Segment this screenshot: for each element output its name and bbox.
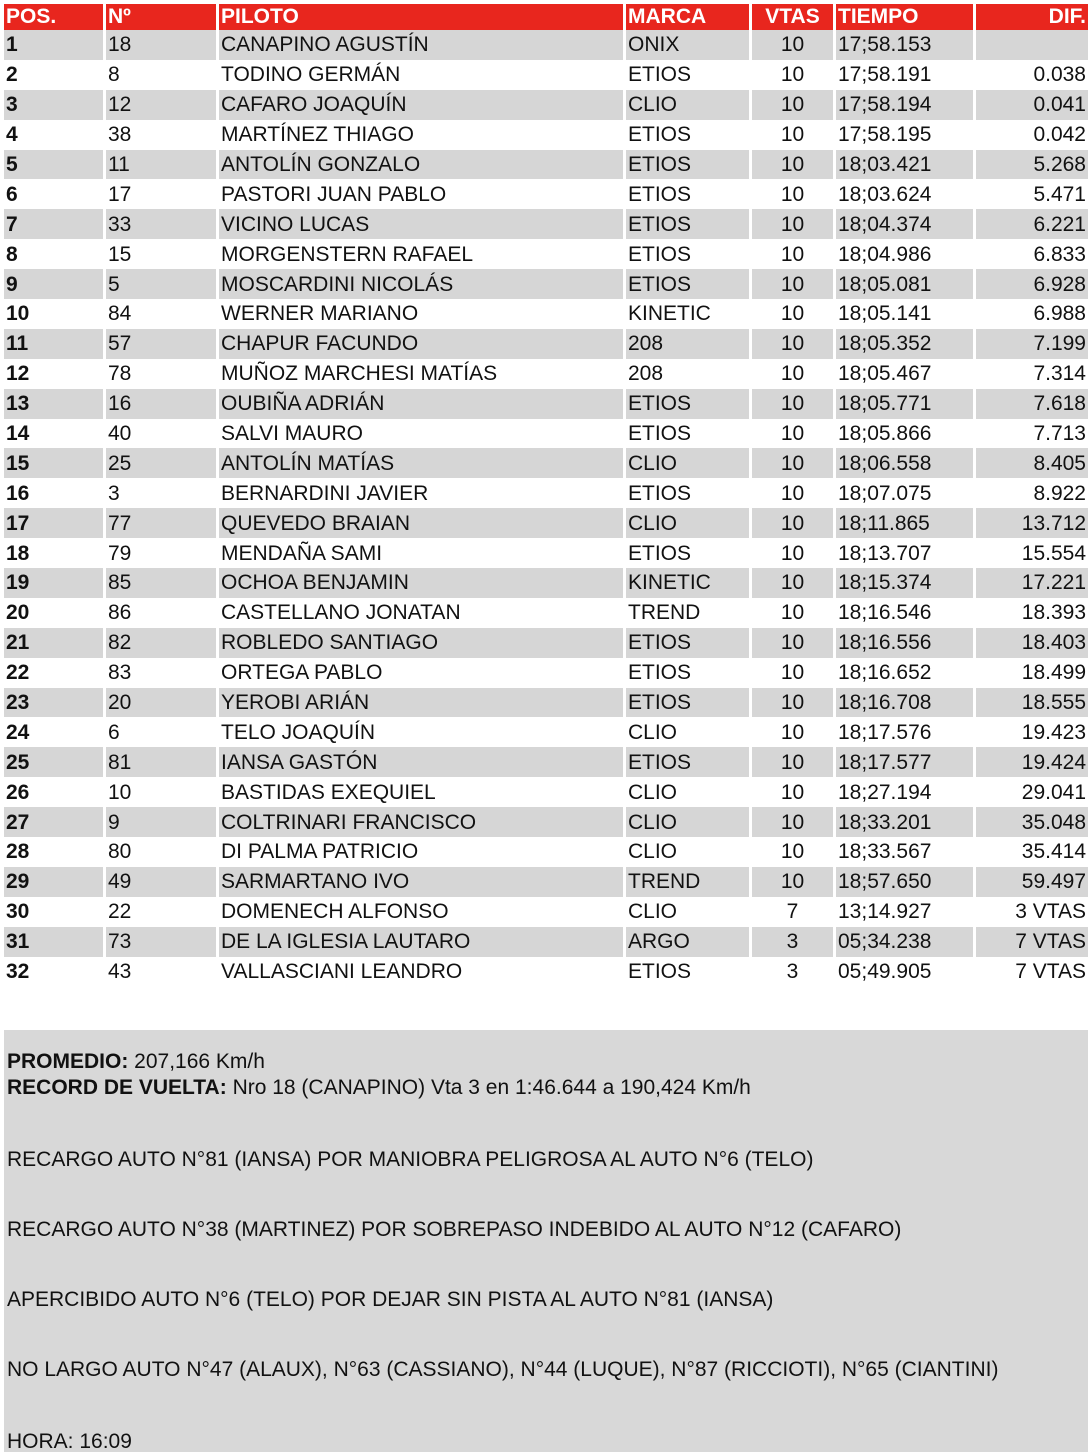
cell-tiempo: 05;49.905 xyxy=(836,957,976,987)
cell-vtas: 10 xyxy=(752,30,836,60)
cell-dif: 19.423 xyxy=(976,717,1088,747)
table-row xyxy=(4,239,1088,269)
cell-marca: ETIOS xyxy=(626,239,752,269)
cell-marca: 208 xyxy=(626,329,752,359)
cell-vtas: 10 xyxy=(752,150,836,180)
cell-vtas: 10 xyxy=(752,658,836,688)
cell-tiempo: 17;58.153 xyxy=(836,30,976,60)
cell-piloto: PASTORI JUAN PABLO xyxy=(219,179,626,209)
cell-pos: 2 xyxy=(4,60,106,90)
cell-tiempo: 18;33.567 xyxy=(836,837,976,867)
promedio-line xyxy=(7,1050,265,1074)
table-row xyxy=(4,777,1088,807)
cell-vtas: 10 xyxy=(752,837,836,867)
header-piloto: PILOTO xyxy=(219,4,626,30)
cell-marca: CLIO xyxy=(626,90,752,120)
cell-num: 43 xyxy=(106,957,219,987)
cell-pos: 30 xyxy=(4,897,106,927)
no-largo-note: NO LARGO AUTO N°47 (ALAUX), N°63 (CASSIANO), N°44 (LUQUE), N°87 (RICCIOTI), N°65 (CIANTINI) xyxy=(7,1358,999,1381)
cell-dif: 7.713 xyxy=(976,419,1088,449)
cell-pos: 16 xyxy=(4,478,106,508)
cell-pos: 31 xyxy=(4,927,106,957)
cell-dif: 18.393 xyxy=(976,598,1088,628)
cell-tiempo: 18;16.556 xyxy=(836,628,976,658)
cell-pos: 29 xyxy=(4,867,106,897)
cell-num: 11 xyxy=(106,150,219,180)
cell-num: 15 xyxy=(106,239,219,269)
cell-dif: 8.405 xyxy=(976,448,1088,478)
record-value: Nro 18 (CANAPINO) Vta 3 en 1:46.644 a 190,424 Km/h xyxy=(226,1076,751,1099)
cell-marca: CLIO xyxy=(626,897,752,927)
cell-marca: ETIOS xyxy=(626,957,752,987)
cell-pos: 18 xyxy=(4,538,106,568)
cell-piloto: YEROBI ARIÁN xyxy=(219,688,626,718)
table-row xyxy=(4,508,1088,538)
header-vtas: VTAS xyxy=(752,4,836,30)
cell-piloto: VALLASCIANI LEANDRO xyxy=(219,957,626,987)
cell-num: 12 xyxy=(106,90,219,120)
cell-tiempo: 17;58.195 xyxy=(836,120,976,150)
table-row xyxy=(4,807,1088,837)
table-row xyxy=(4,897,1088,927)
header-tiempo: TIEMPO xyxy=(836,4,976,30)
cell-marca: ETIOS xyxy=(626,747,752,777)
cell-dif: 59.497 xyxy=(976,867,1088,897)
table-row xyxy=(4,419,1088,449)
cell-marca: ETIOS xyxy=(626,120,752,150)
cell-vtas: 10 xyxy=(752,448,836,478)
cell-marca: ONIX xyxy=(626,30,752,60)
cell-piloto: OUBIÑA ADRIÁN xyxy=(219,389,626,419)
table-row xyxy=(4,60,1088,90)
table-row xyxy=(4,658,1088,688)
cell-dif: 7.618 xyxy=(976,389,1088,419)
cell-pos: 10 xyxy=(4,299,106,329)
cell-num: 77 xyxy=(106,508,219,538)
cell-vtas: 10 xyxy=(752,419,836,449)
table-row xyxy=(4,927,1088,957)
cell-piloto: CASTELLANO JONATAN xyxy=(219,598,626,628)
table-row xyxy=(4,209,1088,239)
table-row xyxy=(4,269,1088,299)
cell-vtas: 10 xyxy=(752,90,836,120)
cell-tiempo: 18;16.546 xyxy=(836,598,976,628)
cell-marca: CLIO xyxy=(626,807,752,837)
cell-tiempo: 13;14.927 xyxy=(836,897,976,927)
cell-marca: ETIOS xyxy=(626,269,752,299)
cell-pos: 12 xyxy=(4,359,106,389)
results-table xyxy=(4,4,1088,987)
cell-marca: ETIOS xyxy=(626,688,752,718)
cell-num: 86 xyxy=(106,598,219,628)
table-row xyxy=(4,478,1088,508)
cell-pos: 24 xyxy=(4,717,106,747)
cell-dif: 13.712 xyxy=(976,508,1088,538)
cell-tiempo: 18;07.075 xyxy=(836,478,976,508)
table-row xyxy=(4,688,1088,718)
cell-num: 6 xyxy=(106,717,219,747)
cell-piloto: SARMARTANO IVO xyxy=(219,867,626,897)
cell-vtas: 10 xyxy=(752,688,836,718)
cell-vtas: 10 xyxy=(752,209,836,239)
table-row xyxy=(4,747,1088,777)
cell-tiempo: 18;05.771 xyxy=(836,389,976,419)
cell-tiempo: 17;58.191 xyxy=(836,60,976,90)
table-row xyxy=(4,867,1088,897)
cell-dif: 0.038 xyxy=(976,60,1088,90)
cell-dif: 6.833 xyxy=(976,239,1088,269)
table-row xyxy=(4,179,1088,209)
cell-pos: 6 xyxy=(4,179,106,209)
cell-vtas: 10 xyxy=(752,389,836,419)
cell-dif: 6.221 xyxy=(976,209,1088,239)
cell-pos: 9 xyxy=(4,269,106,299)
cell-vtas: 10 xyxy=(752,120,836,150)
cell-vtas: 7 xyxy=(752,897,836,927)
cell-dif xyxy=(976,30,1088,60)
cell-vtas: 10 xyxy=(752,299,836,329)
cell-marca: CLIO xyxy=(626,717,752,747)
cell-marca: ETIOS xyxy=(626,628,752,658)
cell-piloto: TELO JOAQUÍN xyxy=(219,717,626,747)
cell-piloto: ROBLEDO SANTIAGO xyxy=(219,628,626,658)
cell-pos: 22 xyxy=(4,658,106,688)
cell-pos: 4 xyxy=(4,120,106,150)
cell-piloto: CAFARO JOAQUÍN xyxy=(219,90,626,120)
cell-vtas: 10 xyxy=(752,179,836,209)
header-marca: MARCA xyxy=(626,4,752,30)
cell-piloto: MUÑOZ MARCHESI MATÍAS xyxy=(219,359,626,389)
cell-tiempo: 18;05.866 xyxy=(836,419,976,449)
cell-vtas: 10 xyxy=(752,598,836,628)
cell-pos: 23 xyxy=(4,688,106,718)
cell-num: 57 xyxy=(106,329,219,359)
cell-dif: 7 VTAS xyxy=(976,927,1088,957)
cell-pos: 19 xyxy=(4,568,106,598)
cell-piloto: MOSCARDINI NICOLÁS xyxy=(219,269,626,299)
table-row xyxy=(4,120,1088,150)
cell-pos: 3 xyxy=(4,90,106,120)
cell-tiempo: 18;03.421 xyxy=(836,150,976,180)
cell-piloto: MENDAÑA SAMI xyxy=(219,538,626,568)
cell-num: 9 xyxy=(106,807,219,837)
cell-marca: CLIO xyxy=(626,448,752,478)
cell-piloto: ANTOLÍN GONZALO xyxy=(219,150,626,180)
cell-dif: 5.471 xyxy=(976,179,1088,209)
cell-dif: 29.041 xyxy=(976,777,1088,807)
cell-tiempo: 18;03.624 xyxy=(836,179,976,209)
table-row xyxy=(4,538,1088,568)
cell-pos: 14 xyxy=(4,419,106,449)
cell-num: 78 xyxy=(106,359,219,389)
cell-piloto: OCHOA BENJAMIN xyxy=(219,568,626,598)
cell-num: 73 xyxy=(106,927,219,957)
cell-dif: 6.988 xyxy=(976,299,1088,329)
cell-dif: 8.922 xyxy=(976,478,1088,508)
cell-vtas: 3 xyxy=(752,927,836,957)
cell-vtas: 10 xyxy=(752,807,836,837)
header-dif: DIF. xyxy=(976,4,1088,30)
cell-vtas: 10 xyxy=(752,239,836,269)
table-row xyxy=(4,598,1088,628)
cell-num: 85 xyxy=(106,568,219,598)
cell-vtas: 10 xyxy=(752,478,836,508)
cell-dif: 18.499 xyxy=(976,658,1088,688)
cell-num: 18 xyxy=(106,30,219,60)
cell-dif: 0.041 xyxy=(976,90,1088,120)
cell-num: 38 xyxy=(106,120,219,150)
table-row xyxy=(4,628,1088,658)
cell-pos: 26 xyxy=(4,777,106,807)
cell-piloto: CHAPUR FACUNDO xyxy=(219,329,626,359)
results-header xyxy=(4,4,1088,30)
recargo-note-2: RECARGO AUTO N°38 (MARTINEZ) POR SOBREPASO INDEBIDO AL AUTO N°12 (CAFARO) xyxy=(7,1218,902,1241)
cell-tiempo: 18;33.201 xyxy=(836,807,976,837)
cell-piloto: IANSA GASTÓN xyxy=(219,747,626,777)
header-num: Nº xyxy=(106,4,219,30)
cell-pos: 20 xyxy=(4,598,106,628)
cell-dif: 19.424 xyxy=(976,747,1088,777)
cell-tiempo: 18;04.374 xyxy=(836,209,976,239)
cell-dif: 18.403 xyxy=(976,628,1088,658)
cell-piloto: COLTRINARI FRANCISCO xyxy=(219,807,626,837)
cell-pos: 21 xyxy=(4,628,106,658)
cell-tiempo: 18;16.652 xyxy=(836,658,976,688)
cell-dif: 6.928 xyxy=(976,269,1088,299)
apercibido-note: APERCIBIDO AUTO N°6 (TELO) POR DEJAR SIN PISTA AL AUTO N°81 (IANSA) xyxy=(7,1288,774,1311)
table-row xyxy=(4,717,1088,747)
cell-marca: CLIO xyxy=(626,837,752,867)
record-line xyxy=(7,1076,751,1100)
cell-piloto: ORTEGA PABLO xyxy=(219,658,626,688)
cell-marca: ARGO xyxy=(626,927,752,957)
cell-dif: 7 VTAS xyxy=(976,957,1088,987)
cell-pos: 13 xyxy=(4,389,106,419)
cell-tiempo: 18;17.576 xyxy=(836,717,976,747)
cell-num: 83 xyxy=(106,658,219,688)
cell-tiempo: 18;57.650 xyxy=(836,867,976,897)
cell-vtas: 10 xyxy=(752,60,836,90)
cell-tiempo: 18;16.708 xyxy=(836,688,976,718)
promedio-label: PROMEDIO: xyxy=(7,1050,129,1073)
cell-tiempo: 18;17.577 xyxy=(836,747,976,777)
cell-vtas: 10 xyxy=(752,628,836,658)
cell-vtas: 10 xyxy=(752,538,836,568)
cell-tiempo: 18;15.374 xyxy=(836,568,976,598)
cell-dif: 7.199 xyxy=(976,329,1088,359)
cell-piloto: DI PALMA PATRICIO xyxy=(219,837,626,867)
cell-pos: 27 xyxy=(4,807,106,837)
cell-pos: 17 xyxy=(4,508,106,538)
table-row xyxy=(4,837,1088,867)
cell-piloto: CANAPINO AGUSTÍN xyxy=(219,30,626,60)
cell-tiempo: 18;05.081 xyxy=(836,269,976,299)
cell-dif: 5.268 xyxy=(976,150,1088,180)
cell-tiempo: 05;34.238 xyxy=(836,927,976,957)
results-body xyxy=(4,30,1088,987)
cell-marca: ETIOS xyxy=(626,538,752,568)
cell-tiempo: 18;05.141 xyxy=(836,299,976,329)
cell-piloto: QUEVEDO BRAIAN xyxy=(219,508,626,538)
cell-num: 10 xyxy=(106,777,219,807)
cell-tiempo: 18;05.467 xyxy=(836,359,976,389)
table-row xyxy=(4,389,1088,419)
cell-pos: 28 xyxy=(4,837,106,867)
cell-pos: 25 xyxy=(4,747,106,777)
cell-num: 17 xyxy=(106,179,219,209)
cell-tiempo: 18;05.352 xyxy=(836,329,976,359)
recargo-note-1: RECARGO AUTO N°81 (IANSA) POR MANIOBRA PELIGROSA AL AUTO N°6 (TELO) xyxy=(7,1148,814,1171)
table-row xyxy=(4,329,1088,359)
cell-marca: TREND xyxy=(626,598,752,628)
table-row xyxy=(4,359,1088,389)
cell-marca: ETIOS xyxy=(626,209,752,239)
cell-dif: 15.554 xyxy=(976,538,1088,568)
cell-marca: KINETIC xyxy=(626,299,752,329)
header-row xyxy=(4,4,1088,30)
cell-dif: 7.314 xyxy=(976,359,1088,389)
cell-piloto: BERNARDINI JAVIER xyxy=(219,478,626,508)
cell-marca: CLIO xyxy=(626,777,752,807)
table-row xyxy=(4,568,1088,598)
cell-num: 81 xyxy=(106,747,219,777)
cell-num: 8 xyxy=(106,60,219,90)
cell-tiempo: 18;27.194 xyxy=(836,777,976,807)
table-row xyxy=(4,90,1088,120)
cell-vtas: 10 xyxy=(752,329,836,359)
cell-pos: 5 xyxy=(4,150,106,180)
hora-note: HORA: 16:09 xyxy=(7,1430,132,1453)
cell-vtas: 10 xyxy=(752,747,836,777)
cell-num: 5 xyxy=(106,269,219,299)
cell-piloto: TODINO GERMÁN xyxy=(219,60,626,90)
cell-marca: ETIOS xyxy=(626,478,752,508)
cell-num: 79 xyxy=(106,538,219,568)
cell-tiempo: 18;04.986 xyxy=(836,239,976,269)
cell-piloto: BASTIDAS EXEQUIEL xyxy=(219,777,626,807)
cell-num: 84 xyxy=(106,299,219,329)
cell-dif: 35.414 xyxy=(976,837,1088,867)
cell-marca: ETIOS xyxy=(626,419,752,449)
cell-vtas: 10 xyxy=(752,359,836,389)
promedio-value: 207,166 Km/h xyxy=(128,1050,265,1073)
cell-num: 22 xyxy=(106,897,219,927)
table-row xyxy=(4,448,1088,478)
cell-marca: TREND xyxy=(626,867,752,897)
cell-marca: ETIOS xyxy=(626,658,752,688)
cell-tiempo: 18;06.558 xyxy=(836,448,976,478)
cell-piloto: SALVI MAURO xyxy=(219,419,626,449)
cell-num: 20 xyxy=(106,688,219,718)
cell-marca: ETIOS xyxy=(626,150,752,180)
table-row xyxy=(4,957,1088,987)
cell-num: 33 xyxy=(106,209,219,239)
cell-num: 40 xyxy=(106,419,219,449)
cell-marca: 208 xyxy=(626,359,752,389)
cell-tiempo: 17;58.194 xyxy=(836,90,976,120)
cell-dif: 35.048 xyxy=(976,807,1088,837)
cell-dif: 3 VTAS xyxy=(976,897,1088,927)
cell-dif: 0.042 xyxy=(976,120,1088,150)
cell-pos: 7 xyxy=(4,209,106,239)
cell-vtas: 3 xyxy=(752,957,836,987)
record-label: RECORD DE VUELTA: xyxy=(7,1076,227,1099)
cell-pos: 8 xyxy=(4,239,106,269)
cell-piloto: WERNER MARIANO xyxy=(219,299,626,329)
table-row xyxy=(4,30,1088,60)
cell-num: 82 xyxy=(106,628,219,658)
cell-num: 49 xyxy=(106,867,219,897)
cell-pos: 11 xyxy=(4,329,106,359)
cell-tiempo: 18;13.707 xyxy=(836,538,976,568)
cell-vtas: 10 xyxy=(752,867,836,897)
cell-piloto: DOMENECH ALFONSO xyxy=(219,897,626,927)
cell-marca: ETIOS xyxy=(626,389,752,419)
cell-vtas: 10 xyxy=(752,508,836,538)
cell-num: 25 xyxy=(106,448,219,478)
cell-piloto: MARTÍNEZ THIAGO xyxy=(219,120,626,150)
cell-marca: ETIOS xyxy=(626,179,752,209)
cell-marca: ETIOS xyxy=(626,60,752,90)
cell-marca: KINETIC xyxy=(626,568,752,598)
cell-num: 80 xyxy=(106,837,219,867)
cell-num: 3 xyxy=(106,478,219,508)
header-pos: POS. xyxy=(4,4,106,30)
cell-pos: 1 xyxy=(4,30,106,60)
cell-vtas: 10 xyxy=(752,269,836,299)
cell-vtas: 10 xyxy=(752,568,836,598)
table-row xyxy=(4,299,1088,329)
cell-vtas: 10 xyxy=(752,717,836,747)
cell-piloto: MORGENSTERN RAFAEL xyxy=(219,239,626,269)
cell-num: 16 xyxy=(106,389,219,419)
cell-piloto: VICINO LUCAS xyxy=(219,209,626,239)
table-row xyxy=(4,150,1088,180)
cell-vtas: 10 xyxy=(752,777,836,807)
cell-marca: CLIO xyxy=(626,508,752,538)
race-notes xyxy=(4,1030,1088,1452)
cell-pos: 15 xyxy=(4,448,106,478)
cell-pos: 32 xyxy=(4,957,106,987)
cell-piloto: ANTOLÍN MATÍAS xyxy=(219,448,626,478)
cell-piloto: DE LA IGLESIA LAUTARO xyxy=(219,927,626,957)
cell-tiempo: 18;11.865 xyxy=(836,508,976,538)
cell-dif: 18.555 xyxy=(976,688,1088,718)
cell-dif: 17.221 xyxy=(976,568,1088,598)
